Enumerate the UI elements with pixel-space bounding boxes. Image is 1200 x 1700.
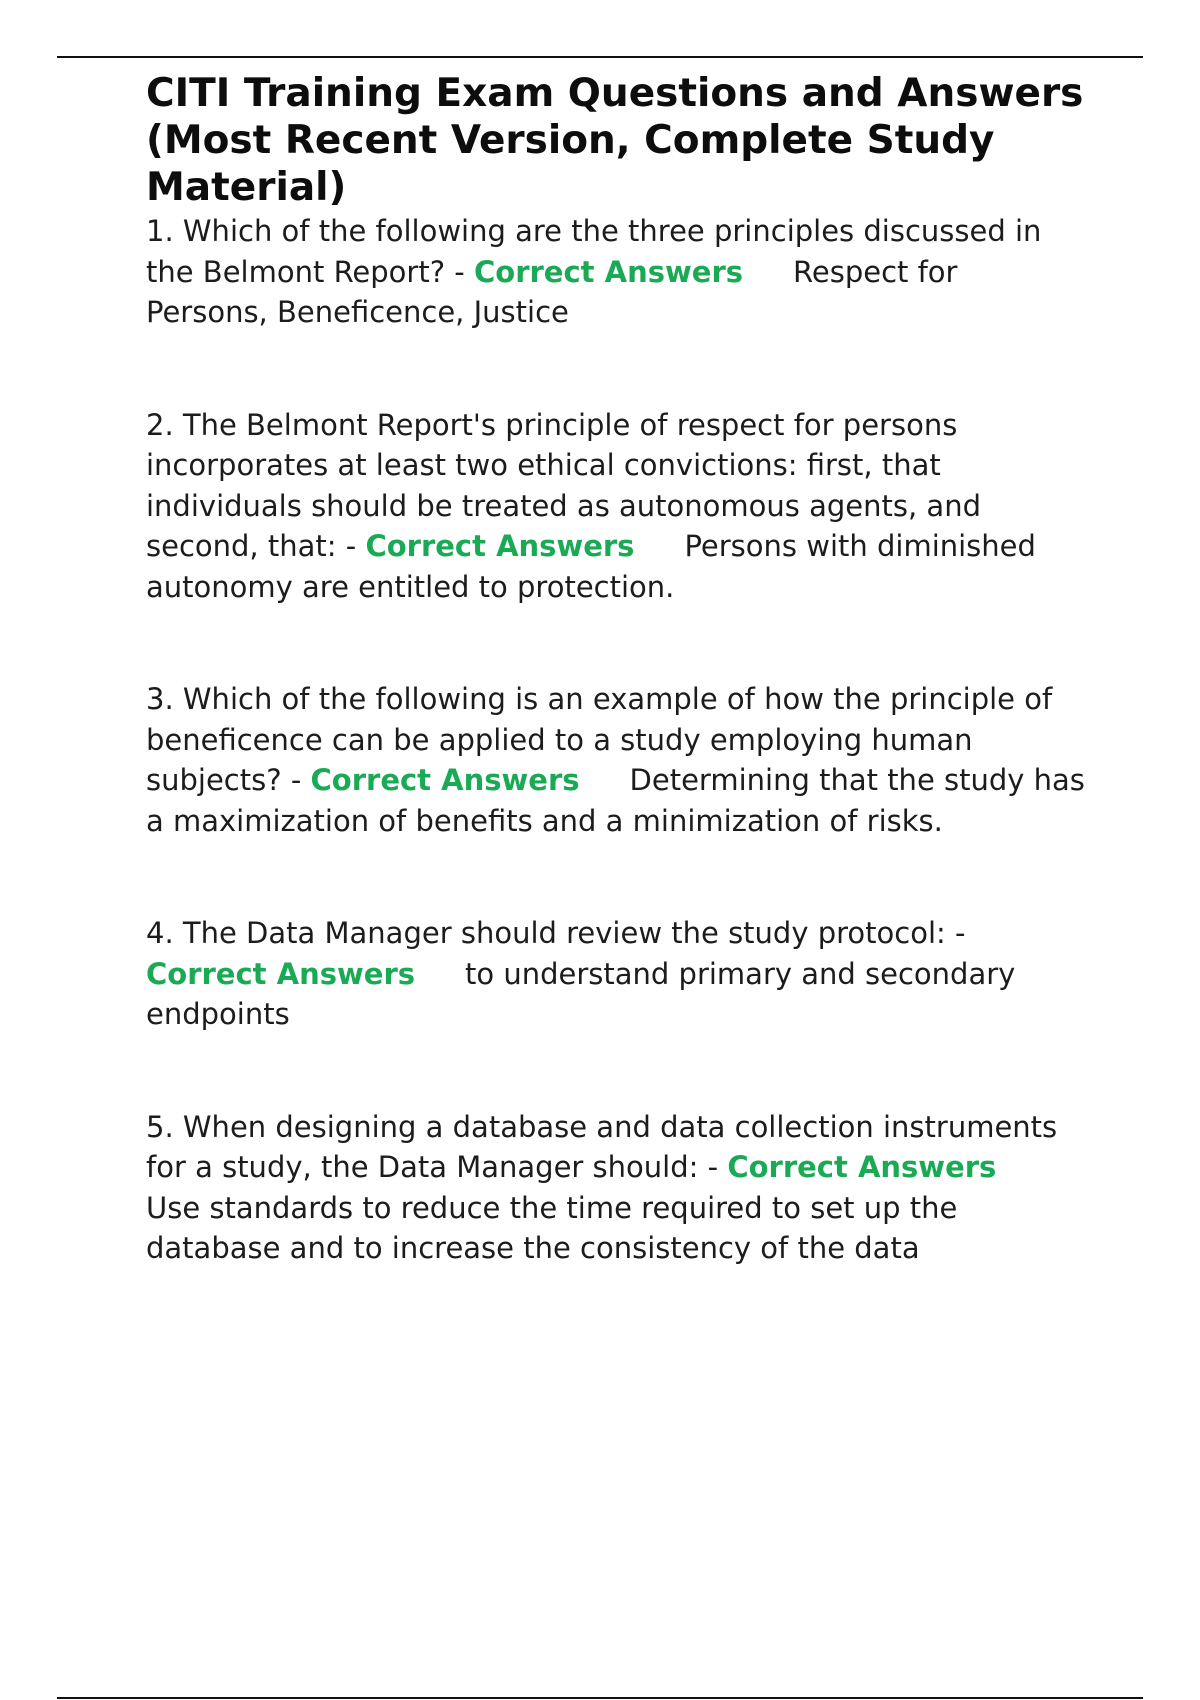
top-rule [57, 56, 1143, 58]
correct-answers-label: Correct Answers [474, 254, 744, 289]
correct-answers-label: Correct Answers [310, 763, 580, 797]
bottom-rule [57, 1697, 1143, 1699]
question-text: 2. The Belmont Report's principle of respect for persons incorporates at least two ethical convictions: first, that individuals should be treated as autonomous agents, and second, that: - [146, 407, 981, 563]
answer-text: to understand primary and secondary endpoints [146, 956, 1016, 1031]
answer-text: Respect for Persons, Beneficence, Justice [146, 254, 958, 329]
correct-answers-label: Correct Answers [146, 956, 416, 991]
question-text: 1. Which of the following are the three principles discussed in the Belmont Report? - [146, 214, 1042, 289]
question-text: 4. The Data Manager should review the study protocol: - [146, 916, 966, 950]
qa-item-2 [146, 405, 1086, 608]
qa-item-3 [146, 679, 1086, 841]
answer-text: Persons with diminished autonomy are entitled to protection. [146, 529, 1036, 604]
document-title: CITI Training Exam Questions and Answers (Most Recent Version, Complete Study Material) [146, 71, 1084, 210]
document-body [146, 70, 1086, 1269]
question-text: 3. Which of the following is an example of how the principle of beneficence can be applied to a study employing human subjects? - [146, 682, 1053, 797]
question-text: 5. When designing a database and data collection instruments for a study, the Data Manager should: - [146, 1109, 1058, 1184]
answer-text: Use standards to reduce the time required to set up the database and to increase the consistency of the data [146, 1190, 958, 1265]
correct-answers-label: Correct Answers [727, 1150, 997, 1184]
qa-item-4 [146, 913, 1086, 1035]
answer-text: Determining that the study has a maximization of benefits and a minimization of risks. [146, 763, 1085, 838]
qa-item-1 [146, 211, 1086, 333]
qa-item-5 [146, 1107, 1086, 1269]
correct-answers-label: Correct Answers [365, 529, 635, 563]
